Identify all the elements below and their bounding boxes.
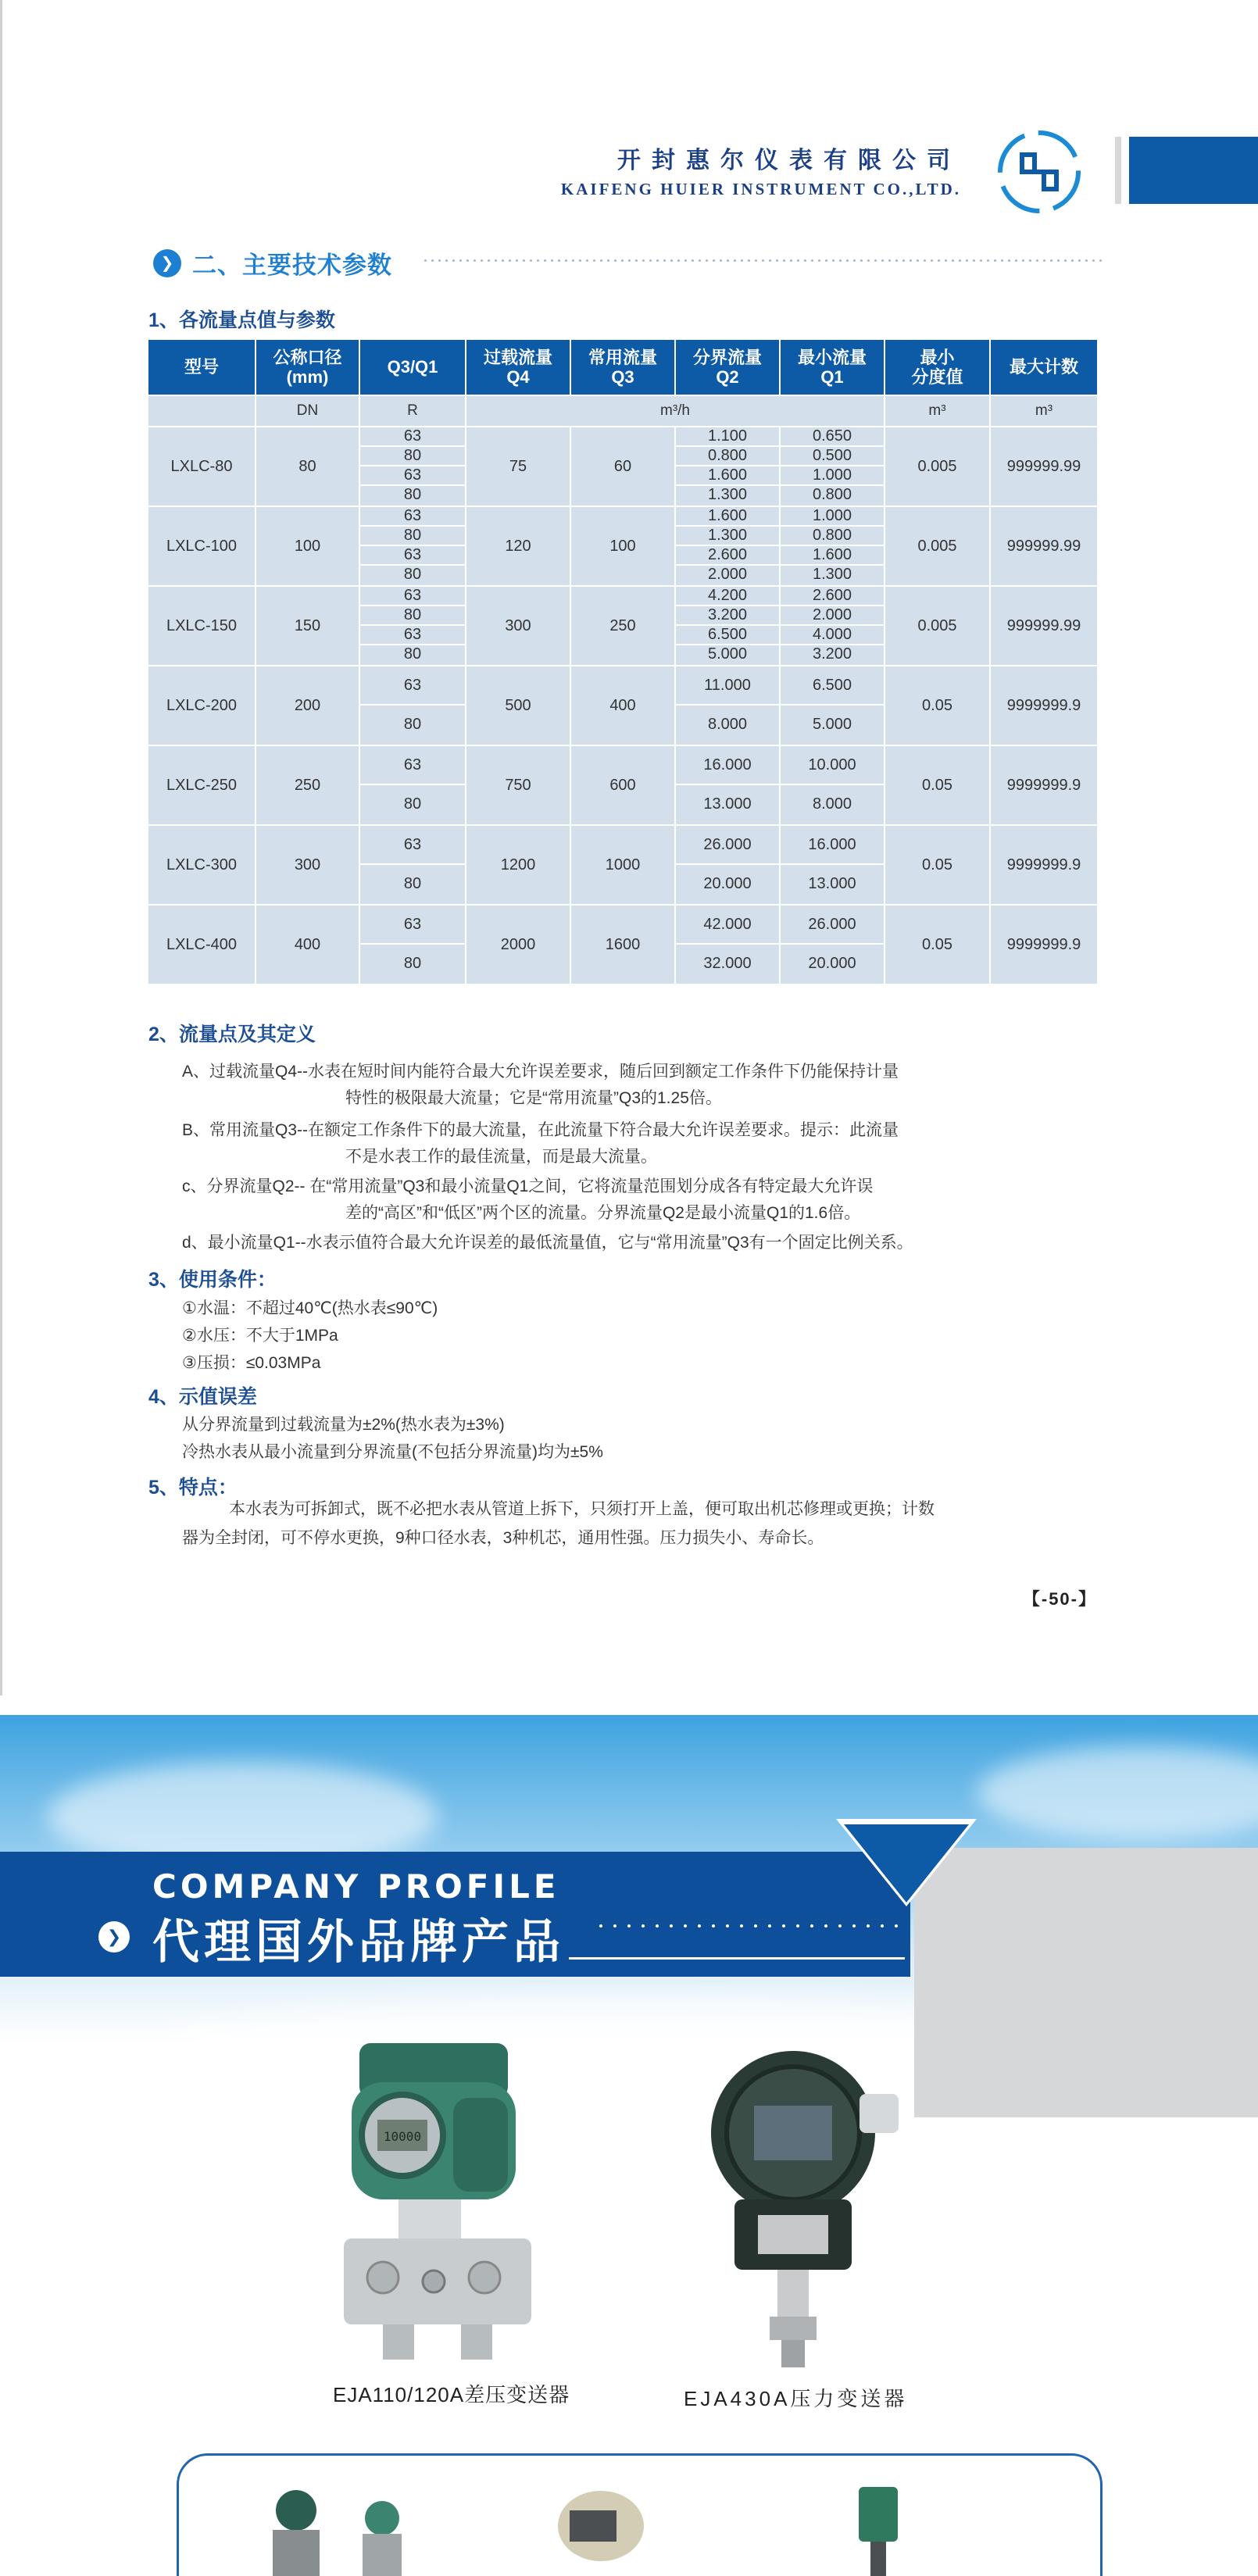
transitional-flow-cell-value: 8.000 (707, 716, 748, 733)
table-heading: 1、各流量点值与参数 (148, 309, 335, 331)
minimum-flow-cell (780, 427, 885, 506)
product1-caption: EJA110/120A差压变送器 (333, 2383, 570, 2406)
triangle-marker (844, 1824, 969, 1903)
transitional-flow-cell-value: 1.100 (676, 427, 779, 447)
ratio-cell-value: 63 (360, 587, 465, 606)
transitional-flow-cell (675, 825, 780, 905)
permanent-flow-cell: 60 (570, 427, 675, 506)
table-row (148, 586, 1098, 666)
table-row (148, 427, 1098, 506)
definition-b-line2: 不是水表工作的最佳流量，而是最大流量。 (345, 1148, 657, 1166)
table-header-cell: 分界流量 Q2 (675, 339, 780, 395)
minimum-flow-cell (780, 666, 885, 745)
table-header-cell: 常用流量 Q3 (570, 339, 675, 395)
definition-a-line2: 特性的极限最大流量；它是“常用流量”Q3的1.25倍。 (345, 1089, 722, 1107)
table-row (148, 666, 1098, 745)
min-division-cell: 0.05 (885, 666, 990, 745)
definition-b-line1: B、常用流量Q3--在额定工作条件下的最大流量，在此流量下符合最大允许误差要求。提示：此流量 (182, 1121, 899, 1139)
minimum-flow-cell (780, 905, 885, 984)
max-count-cell: 999999.99 (990, 427, 1098, 506)
model-cell: LXLC-150 (148, 586, 256, 666)
minimum-flow-cell-value: 8.000 (812, 795, 852, 813)
table-row (148, 905, 1098, 984)
dotted-divider (594, 1924, 906, 1928)
minimum-flow-cell-value: 1.600 (781, 546, 884, 566)
sensor-probe-image (843, 2487, 913, 2576)
model-cell: LXLC-200 (148, 666, 256, 745)
table-header-cell: Q3/Q1 (359, 339, 466, 395)
minimum-flow-cell (780, 506, 885, 586)
transitional-flow-cell-value: 2.600 (676, 546, 779, 566)
min-division-cell: 0.005 (885, 506, 990, 586)
profile-title-cn: 代理国外品牌产品 (152, 1915, 565, 1970)
chevron-right-icon: ❯ (98, 1921, 130, 1953)
permanent-flow-cell: 600 (570, 745, 675, 825)
transitional-flow-cell-value: 16.000 (676, 746, 779, 785)
dotted-divider (422, 259, 1102, 262)
company-name-en: KAIFENG HUIER INSTRUMENT CO.,LTD. (560, 180, 961, 198)
unit-cell: m³/h (466, 395, 885, 427)
table-units-row (148, 395, 1098, 427)
transitional-flow-cell (675, 506, 780, 586)
company-header (561, 141, 961, 199)
ratio-cell (359, 506, 466, 586)
error-line1: 从分界流量到过载流量为±2%(热水表为±3%) (182, 1416, 505, 1434)
model-cell: LXLC-80 (148, 427, 256, 506)
minimum-flow-cell-value: 1.000 (781, 466, 884, 486)
diameter-cell: 100 (256, 506, 359, 586)
ratio-cell-value: 63 (360, 746, 465, 785)
transitional-flow-cell-value: 42.000 (676, 906, 779, 945)
transitional-flow-cell-value: 11.000 (676, 666, 779, 706)
minimum-flow-cell-value: 4.000 (781, 626, 884, 645)
definition-c-line2: 差的“高区”和“低区”两个区的流量。分界流量Q2是最小流量Q1的1.6倍。 (345, 1204, 861, 1222)
minimum-flow-cell-value: 26.000 (781, 906, 884, 945)
diameter-cell: 80 (256, 427, 359, 506)
transitional-flow-cell-value: 4.200 (676, 587, 779, 606)
page-separator (0, 1695, 1258, 1715)
ratio-cell-value: 80 (360, 606, 465, 626)
overload-flow-cell: 120 (466, 506, 570, 586)
table-row (148, 506, 1098, 586)
ratio-cell (359, 427, 466, 506)
permanent-flow-cell: 100 (570, 506, 675, 586)
condition-water-pressure: ②水压：不大于1MPa (182, 1327, 338, 1345)
overload-flow-cell: 75 (466, 427, 570, 506)
overload-flow-cell: 2000 (466, 905, 570, 984)
max-count-cell: 999999.99 (990, 506, 1098, 586)
ratio-cell-value: 80 (360, 447, 465, 466)
header-bar-edge (1115, 137, 1121, 204)
ratio-cell-value: 63 (360, 507, 465, 527)
transitional-flow-cell (675, 905, 780, 984)
product-frame (177, 2453, 1103, 2576)
model-cell: LXLC-250 (148, 745, 256, 825)
minimum-flow-cell-value: 20.000 (808, 955, 856, 972)
transitional-flow-cell (675, 666, 780, 745)
diameter-cell: 200 (256, 666, 359, 745)
table-header-row (148, 339, 1098, 395)
transitional-flow-cell-value: 1.300 (676, 527, 779, 546)
max-count-cell: 9999999.9 (990, 905, 1098, 984)
title-underline (569, 1957, 905, 1960)
header-bar (1129, 137, 1258, 204)
cloud-decoration (977, 1746, 1258, 1840)
minimum-flow-cell-value: 0.650 (781, 427, 884, 447)
min-division-cell: 0.005 (885, 586, 990, 666)
profile-title-en: COMPANY PROFILE (152, 1867, 560, 1906)
transitional-flow-cell-value: 6.500 (676, 626, 779, 645)
table-row (148, 745, 1098, 825)
ratio-cell-value: 80 (403, 795, 422, 813)
ratio-cell-value: 63 (360, 546, 465, 566)
unit-cell: R (359, 395, 466, 427)
min-division-cell: 0.05 (885, 745, 990, 825)
pressure-transmitter-image (703, 2047, 914, 2375)
ratio-cell-value: 80 (403, 486, 422, 503)
ratio-cell-value: 80 (360, 527, 465, 546)
overload-flow-cell: 750 (466, 745, 570, 825)
transitional-flow-cell-value: 2.000 (707, 566, 748, 583)
overload-flow-cell: 1200 (466, 825, 570, 905)
minimum-flow-cell-value: 2.000 (781, 606, 884, 626)
features-line1: 本水表为可拆卸式，既不必把水表从管道上拆下，只须打开上盖，便可取出机芯修理或更换；计数 (229, 1500, 935, 1518)
definitions-heading: 2、流量点及其定义 (148, 1024, 316, 1045)
min-division-cell: 0.05 (885, 825, 990, 905)
overload-flow-cell: 300 (466, 586, 570, 666)
diameter-cell: 150 (256, 586, 359, 666)
features-heading: 5、特点： (148, 1477, 238, 1499)
model-cell: LXLC-400 (148, 905, 256, 984)
minimum-flow-cell (780, 745, 885, 825)
max-count-cell: 9999999.9 (990, 666, 1098, 745)
section-title (153, 245, 392, 280)
ratio-cell-value: 80 (403, 955, 422, 972)
ratio-cell (359, 745, 466, 825)
definition-c-line1: c、分界流量Q2-- 在“常用流量”Q3和最小流量Q1之间，它将流量范围划分成各有特定最大允许误 (182, 1177, 874, 1195)
unit-cell: m³ (990, 395, 1098, 427)
max-count-cell: 9999999.9 (990, 825, 1098, 905)
permanent-flow-cell: 400 (570, 666, 675, 745)
unit-cell: DN (256, 395, 359, 427)
transitional-flow-cell-value: 1.600 (676, 507, 779, 527)
transitional-flow-cell (675, 745, 780, 825)
min-division-cell: 0.005 (885, 427, 990, 506)
overload-flow-cell: 500 (466, 666, 570, 745)
min-division-cell: 0.05 (885, 905, 990, 984)
company-logo-icon (996, 129, 1082, 215)
transitional-flow-cell-value: 13.000 (703, 795, 752, 813)
ratio-cell-value: 63 (360, 826, 465, 865)
minimum-flow-cell-value: 2.600 (781, 587, 884, 606)
minimum-flow-cell-value: 10.000 (781, 746, 884, 785)
permanent-flow-cell: 1600 (570, 905, 675, 984)
unit-cell (148, 395, 256, 427)
minimum-flow-cell (780, 825, 885, 905)
definition-d-line1: d、最小流量Q1--水表示值符合最大允许误差的最低流量值，它与“常用流量”Q3有一个固定比例关系。 (182, 1234, 913, 1252)
transitional-flow-cell-value: 1.600 (676, 466, 779, 486)
condition-water-temp: ①水温：不超过40℃(热水表≤90℃) (182, 1299, 438, 1317)
minimum-flow-cell-value: 3.200 (812, 645, 852, 663)
table-header-cell: 最大计数 (990, 339, 1098, 395)
chevron-right-icon: ❯ (153, 249, 181, 277)
table-header-cell: 最小 分度值 (885, 339, 990, 395)
section-title-text: 二、主要技术参数 (192, 252, 392, 279)
transitional-flow-cell-value: 20.000 (703, 875, 752, 892)
minimum-flow-cell-value: 5.000 (812, 716, 852, 733)
company-profile-page (0, 1715, 1258, 2576)
ratio-cell (359, 905, 466, 984)
ratio-cell-value: 63 (360, 466, 465, 486)
ratio-cell-value: 80 (403, 645, 422, 663)
transitional-flow-cell-value: 5.000 (707, 645, 748, 663)
minimum-flow-cell-value: 0.800 (781, 527, 884, 546)
minimum-flow-cell (780, 586, 885, 666)
table-header-cell: 公称口径 (mm) (256, 339, 359, 395)
ratio-cell (359, 666, 466, 745)
minimum-flow-cell-value: 16.000 (781, 826, 884, 865)
diameter-cell: 400 (256, 905, 359, 984)
transitional-flow-cell-value: 0.800 (676, 447, 779, 466)
permanent-flow-cell: 1000 (570, 825, 675, 905)
features-line2: 器为全封闭，可不停水更换，9种口径水表，3种机芯，通用性强。压力损失小、寿命长。 (182, 1529, 824, 1547)
page-number: 【-50-】 (1022, 1589, 1097, 1609)
ratio-cell-value: 80 (403, 875, 422, 892)
transitional-flow-cell-value: 26.000 (676, 826, 779, 865)
transitional-flow-cell (675, 427, 780, 506)
ratio-cell-value: 63 (360, 906, 465, 945)
minimum-flow-cell-value: 1.000 (781, 507, 884, 527)
minimum-flow-cell-value: 1.300 (812, 566, 852, 583)
svg-text:10000: 10000 (383, 2129, 422, 2144)
model-cell: LXLC-300 (148, 825, 256, 905)
diameter-cell: 250 (256, 745, 359, 825)
table-header-cell: 过载流量 Q4 (466, 339, 570, 395)
company-name-cn: 开封惠尔仪表有限公司 (617, 147, 961, 174)
condition-pressure-loss: ③压损：≤0.03MPa (182, 1354, 321, 1372)
model-cell: LXLC-100 (148, 506, 256, 586)
minimum-flow-cell-value: 0.500 (781, 447, 884, 466)
transitional-flow-cell-value: 32.000 (703, 955, 752, 972)
diameter-cell: 300 (256, 825, 359, 905)
table-header-cell: 型号 (148, 339, 256, 395)
table-row (148, 825, 1098, 905)
error-line2: 冷热水表从最小流量到分界流量(不包括分界流量)均为±5% (182, 1443, 603, 1461)
ratio-cell (359, 825, 466, 905)
flowmeter-image (257, 2487, 413, 2576)
ratio-cell-value: 63 (360, 626, 465, 645)
max-count-cell: 9999999.9 (990, 745, 1098, 825)
flow-spec-table (147, 338, 1099, 985)
unit-cell: m³ (885, 395, 990, 427)
ratio-cell (359, 586, 466, 666)
ratio-cell-value: 80 (403, 566, 422, 583)
page-edge-rule (0, 0, 2, 1695)
product2-caption: EJA430A压力变送器 (684, 2387, 908, 2410)
transitional-flow-cell-value: 3.200 (676, 606, 779, 626)
definition-a-line1: A、过载流量Q4--水表在短时间内能符合最大允许误差要求，随后回到额定工作条件下仍能保持计量 (182, 1063, 899, 1081)
ratio-cell-value: 80 (403, 716, 422, 733)
error-heading: 4、示值误差 (148, 1386, 257, 1408)
ratio-cell-value: 63 (360, 666, 465, 706)
table-header-cell: 最小流量 Q1 (780, 339, 885, 395)
ratio-cell-value: 63 (360, 427, 465, 447)
level-gauge-image (546, 2487, 656, 2576)
differential-pressure-transmitter-image (328, 2043, 547, 2371)
transitional-flow-cell-value: 1.300 (707, 486, 748, 503)
permanent-flow-cell: 250 (570, 586, 675, 666)
minimum-flow-cell-value: 6.500 (781, 666, 884, 706)
minimum-flow-cell-value: 0.800 (812, 486, 852, 503)
transitional-flow-cell (675, 586, 780, 666)
max-count-cell: 999999.99 (990, 586, 1098, 666)
minimum-flow-cell-value: 13.000 (808, 875, 856, 892)
conditions-heading: 3、使用条件： (148, 1269, 277, 1291)
